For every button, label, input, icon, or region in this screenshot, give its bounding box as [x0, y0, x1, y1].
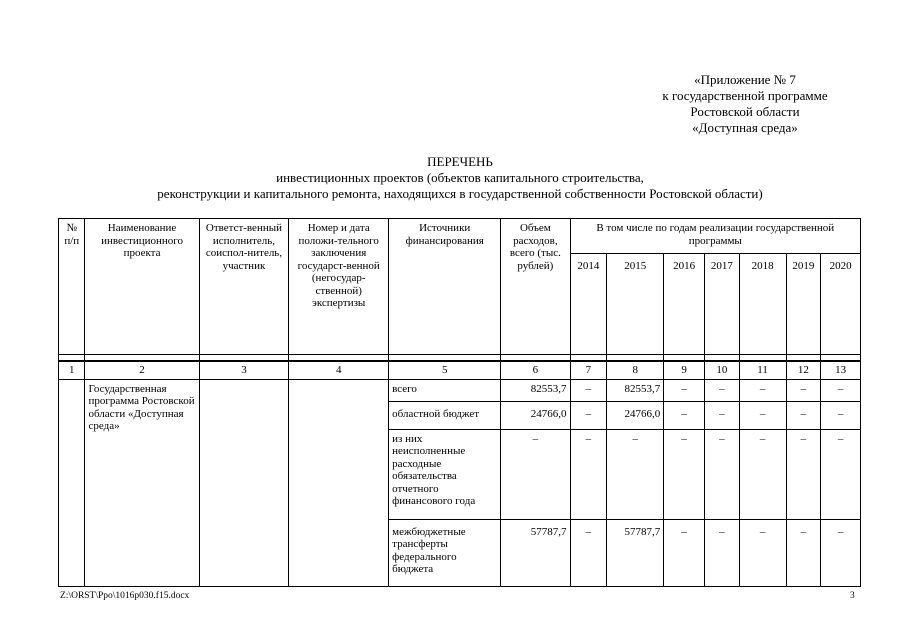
- cell-source: всего: [389, 379, 501, 401]
- column-number: 3: [199, 361, 289, 379]
- column-number: 7: [570, 361, 607, 379]
- cell-y2019: –: [786, 379, 821, 401]
- cell-y2014: –: [570, 519, 607, 586]
- header-executor: Ответст-венный исполнитель, соиспол-нитель, участник: [199, 219, 289, 355]
- cell-total: 24766,0: [501, 401, 570, 429]
- document-subtitle-line: инвестиционных проектов (объектов капитального строительства,: [276, 170, 644, 185]
- cell-y2019: –: [786, 519, 821, 586]
- header-year-2014: 2014: [570, 254, 607, 355]
- appendix-line: «Приложение № 7: [694, 72, 796, 87]
- cell-y2018: –: [739, 429, 786, 519]
- header-year-2016: 2016: [664, 254, 705, 355]
- cell-source: областной бюджет: [389, 401, 501, 429]
- appendix-line: к государственной программе: [662, 88, 828, 103]
- column-number: 4: [289, 361, 389, 379]
- header-year-2018: 2018: [739, 254, 786, 355]
- column-numbers-row: [59, 361, 861, 379]
- cell-source: межбюджетные трансферты федерального бюджета: [389, 519, 501, 586]
- cell-y2019: –: [786, 429, 821, 519]
- investment-projects-table: [58, 218, 861, 587]
- cell-y2016: –: [664, 379, 705, 401]
- cell-y2019: –: [786, 401, 821, 429]
- document-subtitle-line: реконструкции и капитального ремонта, находящихся в государственной собственности Ростовской области): [157, 186, 763, 201]
- column-number: 8: [607, 361, 664, 379]
- footer-page-number: 3: [850, 591, 855, 601]
- cell-y2020: –: [821, 519, 861, 586]
- cell-y2016: –: [664, 429, 705, 519]
- cell-project-name: Государственная программа Ростовской области «Доступная среда»: [85, 379, 199, 586]
- header-year-2017: 2017: [705, 254, 740, 355]
- cell-y2014: –: [570, 401, 607, 429]
- column-number: 6: [501, 361, 570, 379]
- cell-y2017: –: [705, 379, 740, 401]
- column-number: 11: [739, 361, 786, 379]
- cell-expertise: [289, 379, 389, 586]
- cell-y2017: –: [705, 401, 740, 429]
- cell-executor: [199, 379, 289, 586]
- column-number: 10: [705, 361, 740, 379]
- cell-y2018: –: [739, 401, 786, 429]
- document-heading: [60, 154, 860, 202]
- header-volume: Объем расходов, всего (тыс. рублей): [501, 219, 570, 355]
- header-sources: Источники финансирования: [389, 219, 501, 355]
- footer-file-path: Z:\ORST\Ppo\1016p030.f15.docx: [60, 591, 190, 601]
- header-row: [59, 219, 861, 254]
- appendix-line: Ростовской области: [690, 104, 800, 119]
- cell-y2015: 24766,0: [607, 401, 664, 429]
- cell-y2015: 57787,7: [607, 519, 664, 586]
- column-number: 2: [85, 361, 199, 379]
- cell-num: [59, 379, 85, 586]
- cell-total: –: [501, 429, 570, 519]
- column-number: 1: [59, 361, 85, 379]
- header-num: № п/п: [59, 219, 85, 355]
- cell-y2017: –: [705, 519, 740, 586]
- header-years-group: В том числе по годам реализации государственной программы: [570, 219, 860, 254]
- cell-total: 57787,7: [501, 519, 570, 586]
- header-year-2019: 2019: [786, 254, 821, 355]
- cell-y2014: –: [570, 429, 607, 519]
- table-row: [59, 379, 861, 401]
- column-number: 13: [821, 361, 861, 379]
- cell-y2017: –: [705, 429, 740, 519]
- cell-source: из них неисполненные расходные обязательства отчетного финансового года: [389, 429, 501, 519]
- cell-y2020: –: [821, 429, 861, 519]
- document-title: ПЕРЕЧЕНЬ: [427, 154, 493, 169]
- cell-y2020: –: [821, 401, 861, 429]
- column-number: 9: [664, 361, 705, 379]
- cell-y2018: –: [739, 519, 786, 586]
- column-number: 12: [786, 361, 821, 379]
- appendix-reference: [600, 72, 890, 136]
- cell-total: 82553,7: [501, 379, 570, 401]
- header-expertise: Номер и дата положи-тельного заключения государст-венной (негосудар-ственной) экспертизы: [289, 219, 389, 355]
- column-number: 5: [389, 361, 501, 379]
- cell-y2016: –: [664, 519, 705, 586]
- header-year-2015: 2015: [607, 254, 664, 355]
- cell-y2020: –: [821, 379, 861, 401]
- header-name: Наименование инвестиционного проекта: [85, 219, 199, 355]
- cell-y2015: –: [607, 429, 664, 519]
- cell-y2015: 82553,7: [607, 379, 664, 401]
- cell-y2018: –: [739, 379, 786, 401]
- cell-y2014: –: [570, 379, 607, 401]
- header-year-2020: 2020: [821, 254, 861, 355]
- cell-y2016: –: [664, 401, 705, 429]
- appendix-line: «Доступная среда»: [692, 120, 798, 135]
